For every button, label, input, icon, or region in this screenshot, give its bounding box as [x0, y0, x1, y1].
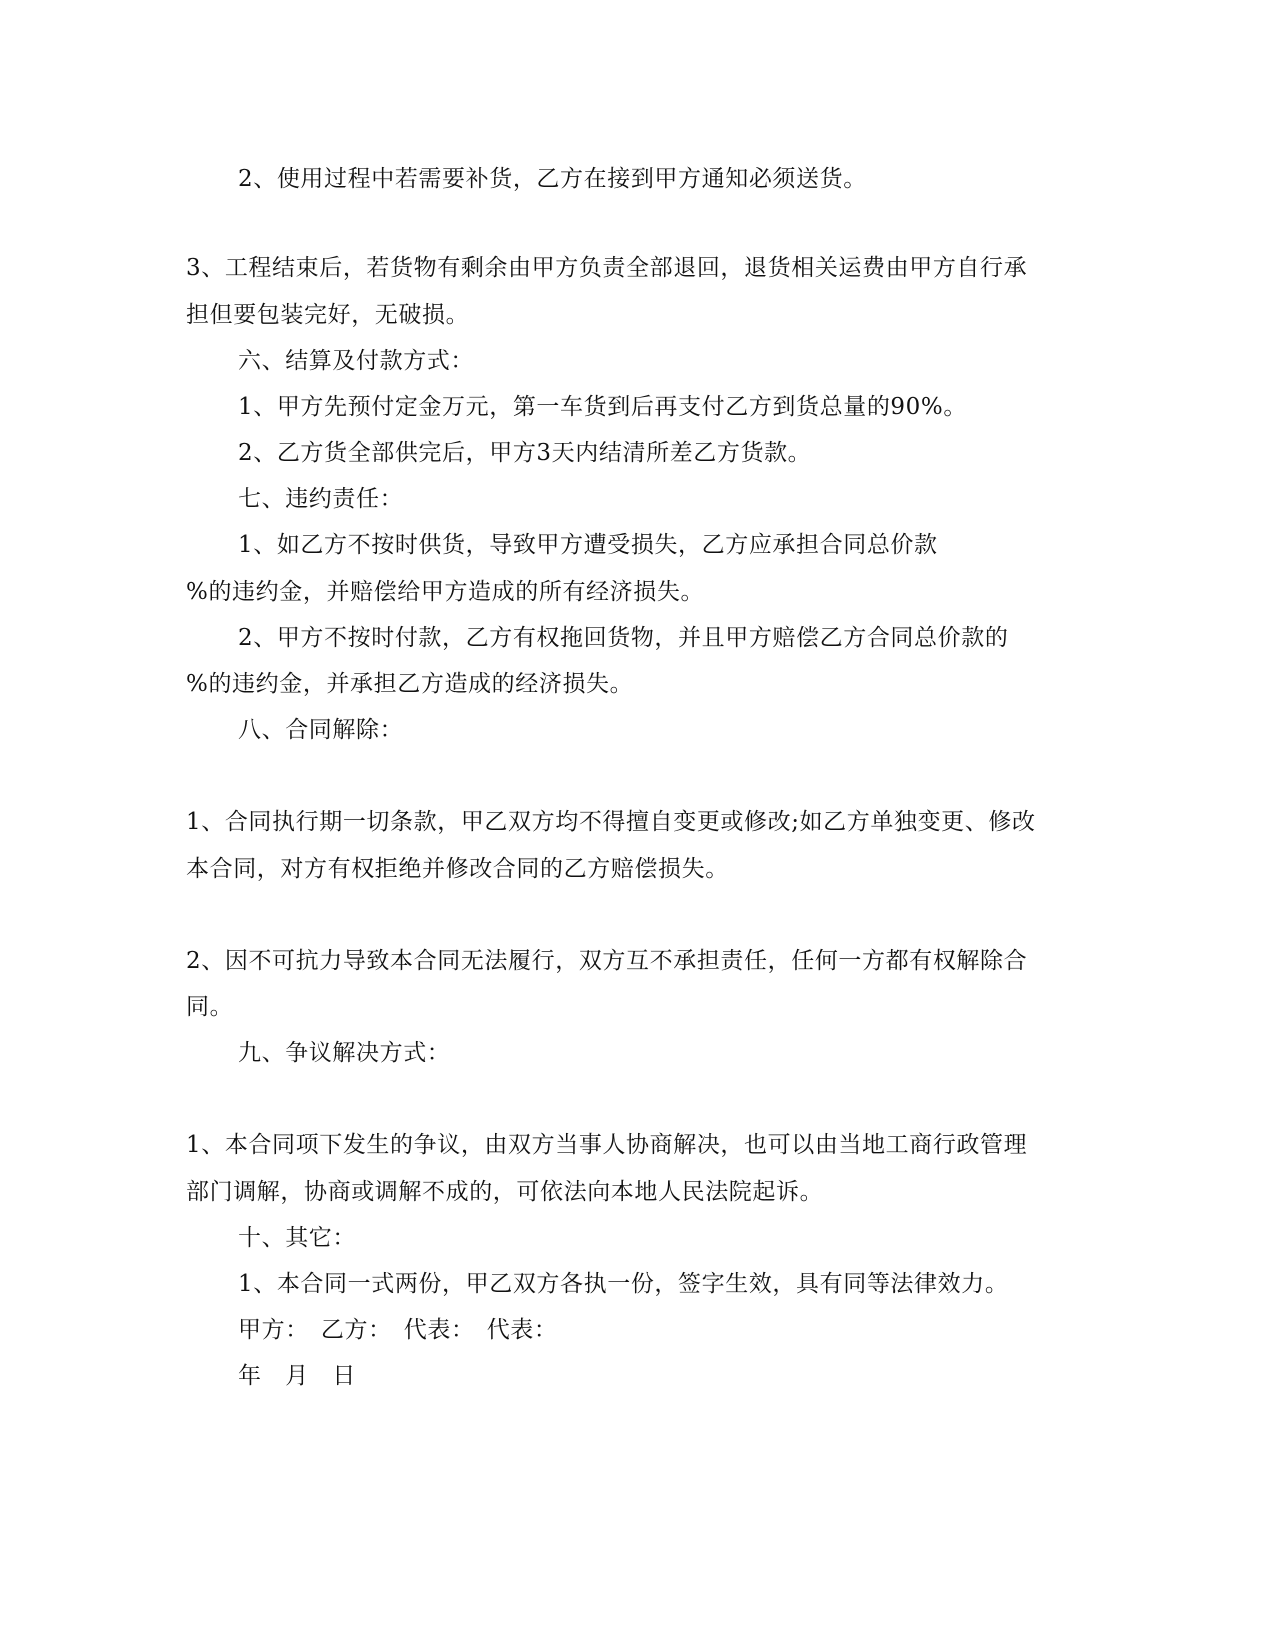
s8-heading: 八、合同解除：	[238, 717, 404, 743]
s6-item1: 1、甲方先预付定金万元，第一车货到后再支付乙方到货总量的90%。	[238, 394, 967, 420]
s9-heading: 九、争议解决方式：	[238, 1040, 451, 1066]
s7-item1-line2: %的违约金，并赔偿给甲方造成的所有经济损失。	[186, 579, 705, 605]
s7-item2-line2: %的违约金，并承担乙方造成的经济损失。	[186, 671, 634, 697]
s8-item1-line2: 本合同，对方有权拒绝并修改合同的乙方赔偿损失。	[186, 856, 729, 882]
s7-heading: 七、违约责任：	[238, 486, 404, 512]
s10-item1: 1、本合同一式两份，甲乙双方各执一份，签字生效，具有同等法律效力。	[238, 1271, 1009, 1297]
s9-item1-line2: 部门调解，协商或调解不成的，可依法向本地人民法院起诉。	[186, 1179, 824, 1205]
s10-heading: 十、其它：	[238, 1225, 356, 1251]
signature-line: 甲方： 乙方： 代表： 代表：	[238, 1317, 558, 1343]
s8-item2-line1: 2、因不可抗力导致本合同无法履行，双方互不承担责任，任何一方都有权解除合	[186, 948, 1028, 974]
s5-item2: 2、使用过程中若需要补货，乙方在接到甲方通知必须送货。	[238, 166, 867, 192]
s7-item2-line1: 2、甲方不按时付款，乙方有权拖回货物，并且甲方赔偿乙方合同总价款的	[238, 625, 1009, 651]
s5-item3-line2: 担但要包装完好，无破损。	[186, 302, 470, 328]
s8-item2-line2: 同。	[186, 994, 234, 1020]
date-line: 年 月 日	[238, 1363, 356, 1389]
s7-item1-line1: 1、如乙方不按时供货，导致甲方遭受损失，乙方应承担合同总价款	[238, 532, 938, 558]
s6-heading: 六、结算及付款方式：	[238, 348, 474, 374]
s6-item2: 2、乙方货全部供完后，甲方3天内结清所差乙方货款。	[238, 440, 812, 466]
s5-item3-line1: 3、工程结束后，若货物有剩余由甲方负责全部退回，退货相关运费由甲方自行承	[186, 255, 1028, 281]
s9-item1-line1: 1、本合同项下发生的争议，由双方当事人协商解决，也可以由当地工商行政管理	[186, 1132, 1028, 1158]
s8-item1-line1: 1、合同执行期一切条款，甲乙双方均不得擅自变更或修改;如乙方单独变更、修改	[186, 809, 1036, 835]
